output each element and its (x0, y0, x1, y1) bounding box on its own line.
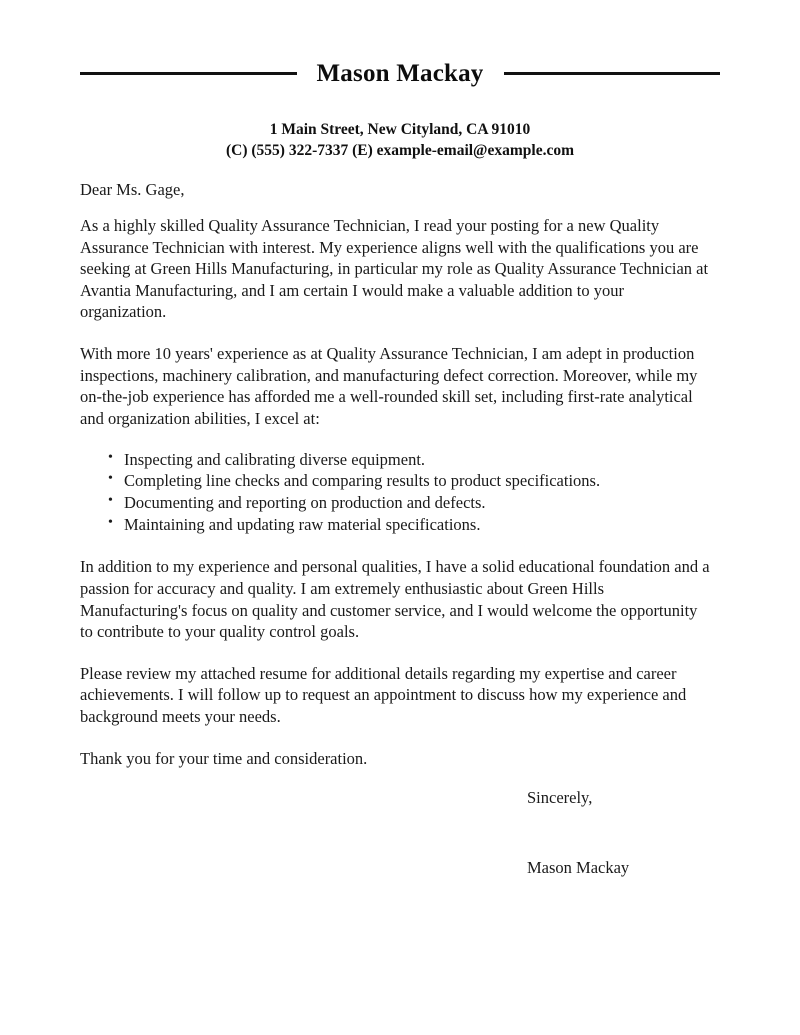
contact-phone-email-line: (C) (555) 322-7337 (E) example-email@example.com (225, 141, 574, 159)
list-item: • Inspecting and calibrating diverse equipment. (108, 450, 712, 471)
letterhead (0, 0, 800, 161)
salutation: Dear Ms. Gage, (80, 180, 185, 200)
sign-off: Sincerely, (527, 788, 593, 808)
list-item: • Maintaining and updating raw material specifications. (108, 515, 712, 536)
thank-you-paragraph: Thank you for your time and consideration. (80, 748, 368, 768)
body-paragraph-2: With more 10 years' experience as at Quality Assurance Technician, I am adept in production inspections, machinery calibration, and manufacturing defect correction. Moreover, while my on-the-job experience has afforded me a well-rounded skill set, including first-rate analytical and organization abilities, I excel at: (80, 344, 698, 428)
header-rule-right (504, 72, 721, 75)
body-paragraph-4: Please review my attached resume for additional details regarding my expertise and career achievements. I will follow up to request an appointment to discuss how my experience and background meets your needs. (80, 663, 687, 726)
body-paragraph-3: In addition to my experience and personal qualities, I have a solid educational foundation and a passion for accuracy and quality. I am extremely enthusiastic about Green Hills Manufacturing's focus on quality and customer service, and I would welcome the opportunity to contribute to your quality control goals. (80, 557, 710, 642)
contact-address-line: 1 Main Street, New Cityland, CA 91010 (269, 120, 531, 138)
skills-list (80, 450, 712, 537)
body-paragraph-1: As a highly skilled Quality Assurance Technician, I read your posting for a new Quality Assurance Technician with interest. My experience aligns well with the qualifications you are seeking at Green Hills Manufacturing, in particular my role as Quality Assurance Technician at Avantia Manufacturing, and I am certain I would make a valuable addition to your organization. (80, 216, 709, 322)
list-item: • Documenting and reporting on production and defects. (108, 493, 712, 514)
name-row (0, 44, 800, 103)
signature-block (80, 787, 712, 878)
header-rule-left (80, 72, 297, 75)
list-item: • Completing line checks and comparing results to product specifications. (108, 471, 712, 492)
candidate-name: Mason Mackay (316, 59, 484, 87)
signer-name: Mason Mackay (527, 857, 630, 877)
letter-body (0, 179, 800, 878)
